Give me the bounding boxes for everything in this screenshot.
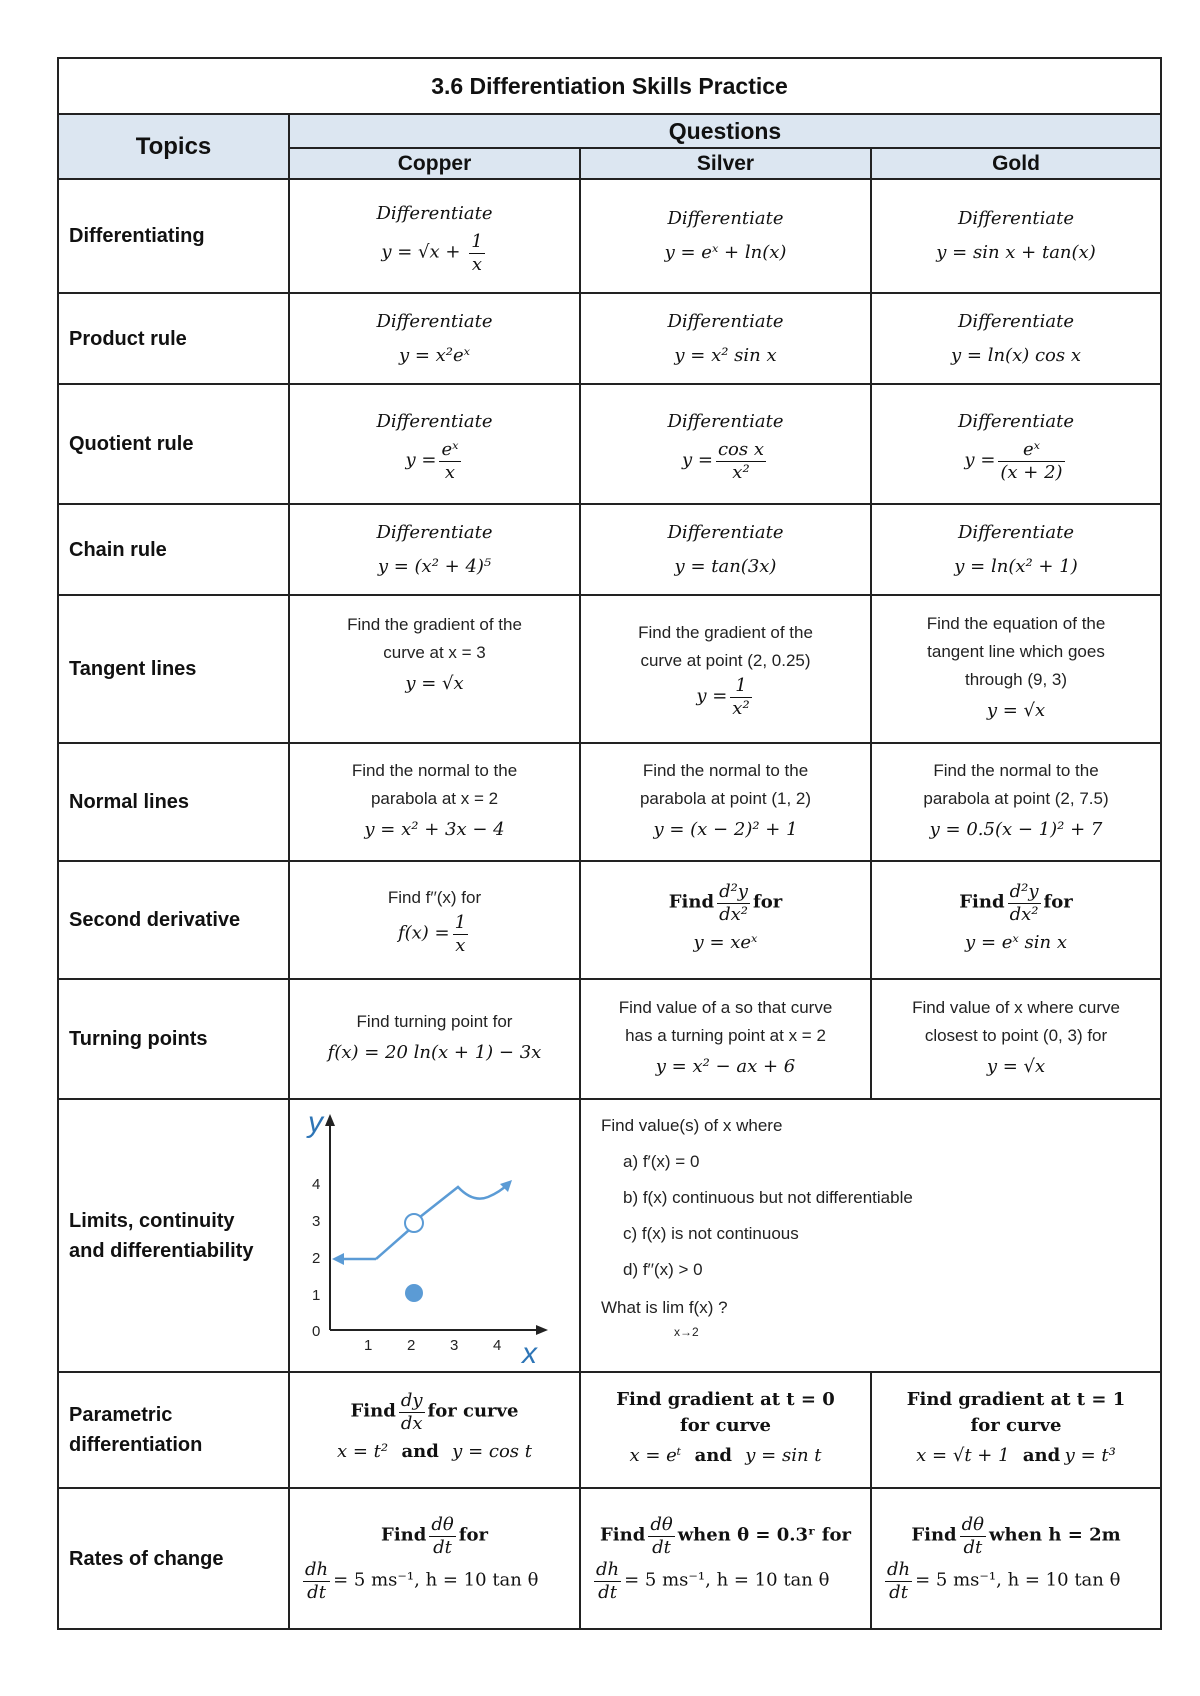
question-cell (871, 293, 1161, 384)
instruction: Differentiate (667, 410, 784, 432)
question-text: Find the normal to the (642, 761, 809, 780)
question-cell (289, 1372, 580, 1488)
equation: f(x) = 20 ln(x + 1) − 3x (327, 1042, 542, 1063)
instruction: Differentiate (376, 202, 493, 224)
y-equation: y = cos t (452, 1441, 532, 1462)
equation: y = √x (986, 700, 1046, 721)
question-cell (289, 293, 580, 384)
question-text: Find the normal to the (933, 761, 1099, 780)
equation: y = √x (986, 1056, 1046, 1077)
equation: y = 0.5(x − 1)² + 7 (929, 819, 1103, 840)
question-cell (580, 595, 871, 743)
x-tick-label: 4 (493, 1337, 502, 1354)
topic-label: Quotient rule (58, 384, 289, 504)
fraction-denominator: dt (889, 1581, 908, 1603)
open-point (405, 1214, 423, 1232)
table-row (58, 384, 1161, 504)
question-text: Find gradient at t = 1 (906, 1388, 1126, 1410)
question-text: Find the normal to the (351, 761, 518, 780)
for-label: for curve (427, 1400, 519, 1422)
table-row (58, 179, 1161, 293)
fraction-numerator: dh (887, 1558, 911, 1580)
question-item: d) f′′(x) > 0 (623, 1260, 703, 1279)
rising-segment (376, 1230, 409, 1259)
fraction-numerator: dθ (650, 1513, 673, 1535)
y-equation: y = t³ (1064, 1444, 1116, 1466)
instruction: Differentiate (376, 410, 493, 432)
question-cell (580, 979, 871, 1099)
y-axis-arrow (325, 1114, 335, 1126)
question-cell (580, 504, 871, 595)
fraction-denominator: dt (433, 1536, 452, 1558)
equation: y = tan(3x) (674, 555, 777, 577)
fraction-denominator: dt (307, 1581, 326, 1603)
fraction-denominator: x² (732, 697, 750, 719)
function-graph (290, 1100, 579, 1366)
table-row (58, 1372, 1161, 1488)
equation: y = (x − 2)² + 1 (653, 819, 798, 840)
fraction-numerator: 1 (471, 230, 483, 252)
question-text: closest to point (0, 3) for (924, 1026, 1108, 1045)
equation: y = eˣ + ln(x) (664, 242, 787, 263)
question-cell (580, 861, 871, 979)
equation-lhs: y = (681, 449, 713, 471)
instruction: Differentiate (667, 521, 784, 543)
question-text: Find value(s) of x where (601, 1116, 783, 1135)
y-equation: y = sin t (745, 1444, 822, 1466)
equation: y = x² + 3x − 4 (364, 819, 505, 840)
question-cell (871, 1372, 1161, 1488)
limits-questions-cell (580, 1099, 1161, 1372)
fraction-denominator: x (444, 461, 456, 483)
equation: y = eˣ sin x (965, 931, 1067, 953)
worksheet-title: 3.6 Differentiation Skills Practice (58, 58, 1161, 114)
x-equation: x = eᵗ (629, 1444, 682, 1466)
fraction-numerator: 1 (730, 675, 751, 698)
question-text: for curve (680, 1414, 771, 1436)
limit-subscript: x→2 (674, 1325, 699, 1339)
question-text: curve at point (2, 0.25) (640, 650, 811, 670)
fraction-denominator: dt (963, 1536, 983, 1558)
for-label: for (1043, 891, 1073, 913)
question-cell (871, 384, 1161, 504)
equation: y = x² sin x (674, 344, 777, 366)
question-item: b) f(x) continuous but not differentiable (623, 1188, 913, 1207)
fraction-numerator: dθ (961, 1513, 984, 1535)
topic-label-line: differentiation (69, 1434, 203, 1456)
equation: y = (x² + 4)⁵ (377, 555, 492, 577)
question-text: Find the equation of the (926, 614, 1106, 633)
question-cell (580, 179, 871, 293)
question-cell (289, 179, 580, 293)
question-cell (871, 504, 1161, 595)
fraction-denominator: (x + 2) (1000, 461, 1063, 483)
question-cell (580, 293, 871, 384)
x-tick-label: 1 (364, 1337, 373, 1354)
fraction-denominator: dt (598, 1581, 617, 1603)
topic-label: Chain rule (58, 504, 289, 595)
topic-label: Second derivative (58, 861, 289, 979)
question-cell (871, 595, 1161, 743)
fraction-denominator: dt (652, 1536, 671, 1558)
instruction: Differentiate (667, 310, 784, 332)
fraction-denominator: dx (400, 1413, 423, 1434)
fraction-numerator: d²y (1009, 880, 1039, 902)
table-row (58, 861, 1161, 979)
fraction-numerator: eˣ (998, 439, 1064, 462)
question-text: parabola at point (1, 2) (639, 789, 812, 808)
fraction-denominator: dx² (719, 903, 748, 925)
topics-header: Topics (58, 114, 289, 179)
copper-header: Copper (289, 148, 580, 179)
question-text: Find value of x where curve (912, 998, 1120, 1017)
question-cell (289, 743, 580, 861)
x-axis-label: x (522, 1337, 537, 1366)
topic-label: Product rule (58, 293, 289, 384)
when-label: when θ = 0.3ʳ for (677, 1524, 851, 1546)
filled-point (405, 1284, 423, 1302)
question-text: parabola at x = 2 (370, 789, 499, 808)
instruction: Differentiate (957, 410, 1075, 432)
table-row (58, 293, 1161, 384)
worksheet-table (57, 57, 1162, 1630)
for-label: for (752, 891, 783, 913)
question-cell (289, 384, 580, 504)
find-label: Find (668, 891, 715, 913)
and-label: and (1022, 1444, 1061, 1466)
and-label: and (401, 1441, 439, 1462)
question-text: tangent line which goes (927, 642, 1105, 661)
topic-label: Turning points (58, 979, 289, 1099)
question-cell (289, 504, 580, 595)
question-text: Find f′′(x) for (387, 887, 482, 907)
left-arrow (332, 1253, 344, 1265)
topic-label: Rates of change (58, 1488, 289, 1629)
question-text: parabola at point (2, 7.5) (923, 789, 1109, 808)
wavy-segment (420, 1184, 508, 1217)
question-text: Find turning point for (356, 1012, 513, 1031)
fraction-numerator: dy (400, 1390, 423, 1411)
fraction-numerator: eˣ (441, 438, 459, 460)
equation: = 5 ms⁻¹, h = 10 tan θ (333, 1569, 539, 1591)
fraction-numerator: dh (596, 1558, 620, 1580)
fraction-denominator: x (471, 253, 482, 275)
topic-label-line: Limits, continuity (69, 1209, 235, 1232)
find-label: Find (911, 1524, 957, 1546)
table-row (58, 979, 1161, 1099)
fraction-numerator: 1 (454, 911, 467, 933)
fraction-numerator: d²y (719, 880, 748, 902)
silver-header: Silver (580, 148, 871, 179)
table-row (58, 1099, 1161, 1372)
question-text: through (9, 3) (964, 670, 1068, 689)
find-label: Find (381, 1524, 427, 1546)
equation: y = √x + (381, 241, 467, 263)
question-text: curve at x = 3 (383, 643, 486, 662)
fraction-denominator: x² (732, 461, 750, 483)
gold-header: Gold (871, 148, 1161, 179)
x-equation: x = t² (337, 1441, 389, 1462)
fraction-numerator: cos x (717, 438, 764, 460)
y-tick-label: 2 (312, 1250, 321, 1267)
question-text: Find the gradient of the (347, 615, 522, 634)
topic-label (58, 1372, 289, 1488)
for-label: for (458, 1524, 488, 1546)
equation: y = x² − ax + 6 (655, 1056, 796, 1077)
x-axis-arrow (536, 1325, 548, 1335)
question-item: a) f′(x) = 0 (623, 1152, 700, 1171)
find-label: Find (959, 891, 1005, 913)
graph-cell (289, 1099, 580, 1372)
equation-lhs: y = (696, 685, 728, 707)
question-text: has a turning point at x = 2 (625, 1026, 826, 1045)
question-cell (289, 595, 580, 743)
find-label: Find (600, 1524, 646, 1546)
equation-lhs: y = (964, 449, 996, 471)
equation: = 5 ms⁻¹, h = 10 tan θ (624, 1569, 830, 1591)
equation: y = sin x + tan(x) (936, 242, 1096, 263)
question-cell (580, 1488, 871, 1629)
table-row (58, 504, 1161, 595)
y-tick-label: 0 (312, 1323, 321, 1340)
instruction: Differentiate (957, 208, 1075, 229)
equation: y = ln(x) cos x (951, 344, 1081, 366)
question-cell (871, 861, 1161, 979)
equation: = 5 ms⁻¹, h = 10 tan θ (915, 1569, 1121, 1591)
instruction: Differentiate (376, 521, 493, 543)
when-label: when h = 2m (989, 1524, 1121, 1546)
x-equation: x = √t + 1 (916, 1444, 1010, 1466)
instruction: Differentiate (957, 310, 1075, 332)
question-cell (289, 1488, 580, 1629)
question-item: c) f(x) is not continuous (623, 1224, 799, 1243)
instruction: Differentiate (957, 521, 1075, 543)
question-cell (580, 1372, 871, 1488)
question-cell (871, 743, 1161, 861)
question-cell (289, 861, 580, 979)
question-cell (871, 179, 1161, 293)
instruction: Differentiate (667, 208, 784, 229)
table-row (58, 1488, 1161, 1629)
fraction-denominator: x (455, 934, 466, 956)
y-tick-label: 4 (312, 1176, 321, 1193)
topic-label-line: Parametric (69, 1404, 173, 1426)
question-cell (871, 1488, 1161, 1629)
question-text: Find gradient at t = 0 (616, 1388, 835, 1410)
find-label: Find (350, 1400, 396, 1422)
questions-header: Questions (289, 114, 1161, 148)
question-cell (580, 384, 871, 504)
topic-label-line: and differentiability (69, 1239, 254, 1262)
equation: y = x²eˣ (398, 344, 471, 366)
equation-lhs: f(x) = (397, 922, 450, 944)
topic-label: Normal lines (58, 743, 289, 861)
topic-label: Tangent lines (58, 595, 289, 743)
x-tick-label: 2 (407, 1337, 416, 1354)
equation-lhs: y = (405, 449, 437, 471)
fraction-numerator: dh (305, 1558, 329, 1580)
question-cell (289, 979, 580, 1099)
equation: y = √x (405, 673, 464, 694)
and-label: and (694, 1444, 732, 1466)
y-tick-label: 3 (312, 1213, 321, 1230)
fraction-denominator: dx² (1009, 903, 1039, 925)
equation: y = xeˣ (693, 931, 758, 953)
x-tick-label: 3 (450, 1337, 459, 1354)
equation: y = ln(x² + 1) (954, 555, 1078, 577)
question-text: Find value of a so that curve (618, 998, 833, 1017)
question-text: What is lim f(x) ? (601, 1298, 728, 1317)
fraction-numerator: dθ (431, 1513, 454, 1535)
table-row (58, 595, 1161, 743)
topic-label (58, 1099, 289, 1372)
question-cell (580, 743, 871, 861)
table-row (58, 743, 1161, 861)
y-axis-label: y (308, 1106, 323, 1139)
question-cell (871, 979, 1161, 1099)
topic-label: Differentiating (58, 179, 289, 293)
instruction: Differentiate (376, 310, 493, 332)
question-text: for curve (970, 1414, 1062, 1436)
question-text: Find the gradient of the (638, 622, 813, 642)
y-tick-label: 1 (312, 1287, 321, 1304)
